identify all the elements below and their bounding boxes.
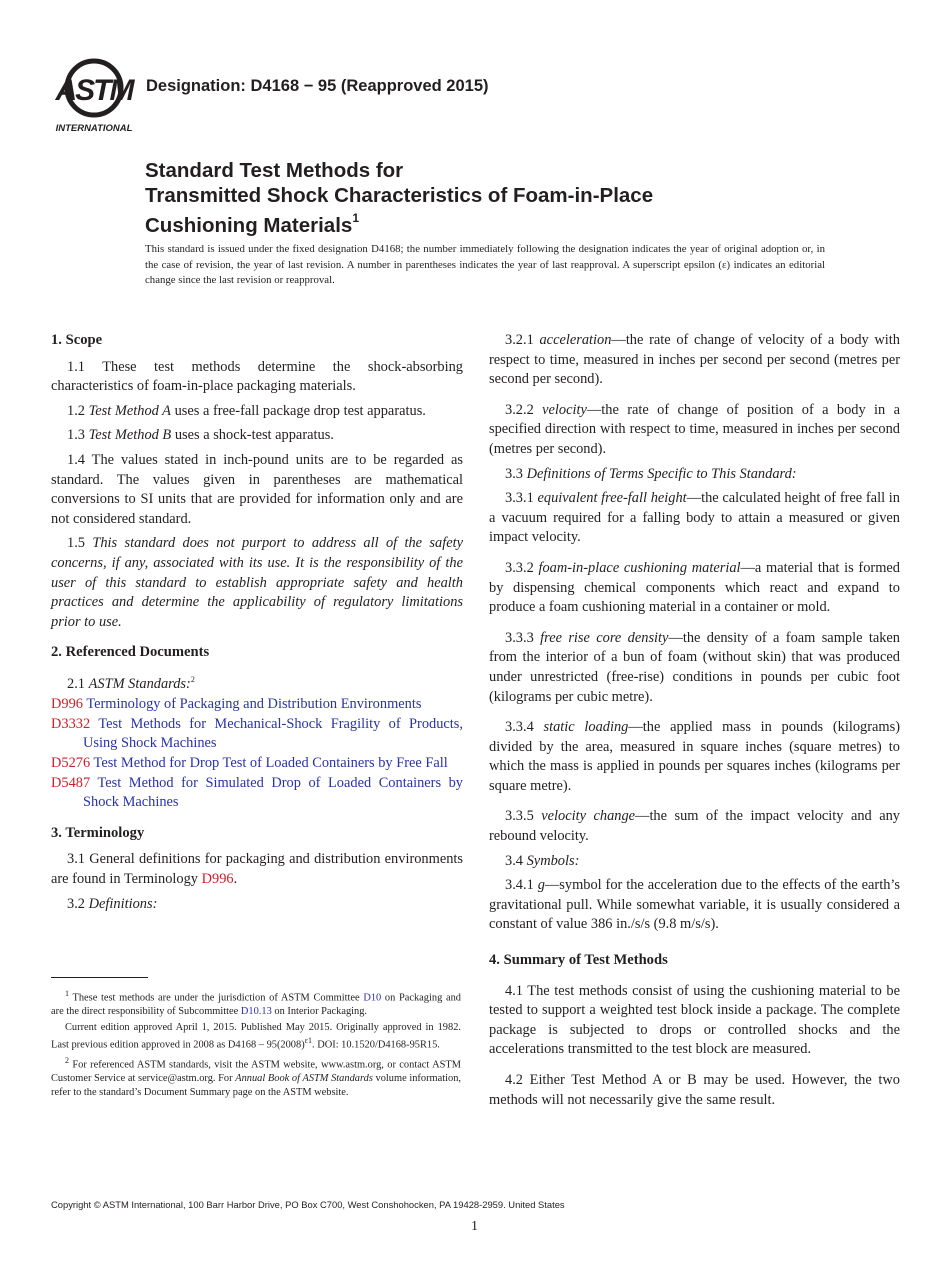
para-3-1: 3.1 General definitions for packaging and distribution environments are found in Terminology D996. <box>51 851 463 888</box>
para-3-2: 3.2 Definitions: <box>67 895 158 912</box>
para-4-1: 4.1 The test methods consist of using the cushioning material to be tested to support a weighted test block inside a package. The complete package is subjected to drops or controlled shocks and the accelerations transmitted to the test block are measured. <box>489 982 900 1058</box>
svg-text:INTERNATIONAL: INTERNATIONAL <box>55 123 133 134</box>
def-3-3-5: 3.3.5 velocity change—the sum of the impact velocity and any rebound velocity. <box>489 808 900 845</box>
section-scope-heading: 1. Scope <box>51 332 103 348</box>
para-4-2: 4.2 Either Test Method A or B may be used. However, the two methods will not necessarily give the same result. <box>489 1072 900 1108</box>
footnotes <box>51 987 461 1102</box>
reference-link-d996[interactable]: D996 <box>201 871 234 888</box>
page-number: 1 <box>471 1219 478 1234</box>
reference-item[interactable] <box>51 774 463 813</box>
section-referenced-heading: 2. Referenced Documents <box>51 644 210 661</box>
reference-title[interactable]: Terminology of Packaging and Distribution Environments <box>86 696 422 713</box>
document-title <box>145 158 653 238</box>
para-1-2: 1.2 Test Method A uses a free-fall package drop test apparatus. <box>67 402 426 419</box>
def-3-4-1: 3.4.1 g—symbol for the acceleration due to the effects of the earth’s gravitational pull. While somewhat variable, it is usually considered a constant of value 386 in./s/s (9.8 m/s/s). <box>489 877 901 933</box>
committee-link[interactable]: D10 <box>363 992 382 1004</box>
para-1-1: 1.1 These test methods determine the shock-absorbing characteristics of foam-in-place packaging materials. <box>51 358 463 395</box>
right-column <box>489 331 900 1115</box>
title-footnote-mark: 1 <box>352 211 359 225</box>
title-line-3: Cushioning Materials$^1$ <box>145 211 359 237</box>
def-3-2-1: 3.2.1 acceleration—the rate of change of velocity of a body with respect to time, measured in inches per second per second (metres per second per second). <box>489 332 900 388</box>
para-1-5: 1.5 This standard does not purport to address all of the safety concerns, if any, associated with its use. It is the responsibility of the user of this standard to establish appropriate safety and health practices and determine the applicability of regulatory limitations prior to use. <box>51 535 463 630</box>
def-3-3-2: 3.3.2 foam-in-place cushioning material—a material that is formed by dispensing chemical components which react and expand to produce a foam cushioning material in a container or mold. <box>489 559 900 616</box>
def-3-3-1: 3.3.1 equivalent free-fall height—the calculated height of free fall in a vacuum required for a falling body to attain a measured or given impact velocity. <box>489 490 900 546</box>
standard-notice: This standard is issued under the fixed designation D4168; the number immediately following the designation indicates the year of original adoption or, in the case of revision, the year of last revision. A number in parentheses indicates the year of last reapproval. A superscript epsilon (ε) indicates an editorial change since the last revision or reapproval. <box>145 243 825 286</box>
reference-item[interactable] <box>51 715 463 754</box>
reference-code[interactable]: D5276 <box>51 755 91 772</box>
title-line-1: Standard Test Methods for <box>145 159 404 182</box>
reference-code[interactable]: D996 <box>51 696 83 713</box>
reference-code[interactable]: D5487 <box>51 774 91 791</box>
astm-logo <box>52 58 136 134</box>
para-1-4: 1.4 The values stated in inch-pound units are to be regarded as standard. The values given in parentheses are mathematical conversions to SI units that are provided for information only and are not considered standard. <box>51 451 463 527</box>
footnote-1: $^1$ These test methods are under the jurisdiction of ASTM Committee D10 on Packaging and are the direct responsibility of Subcommittee D10.13 on Interior Packaging. <box>51 989 461 1018</box>
title-line-2: Transmitted Shock Characteristics of Foam-in-Place <box>145 184 654 207</box>
para-1-3: 1.3 Test Method B uses a shock-test apparatus. <box>67 427 334 444</box>
para-3-4: 3.4 Symbols: <box>505 852 580 869</box>
para-3-3: 3.3 Definitions of Terms Specific to This Standard: <box>505 465 797 482</box>
reference-list <box>51 695 463 813</box>
reference-item[interactable] <box>51 754 463 774</box>
footnote-2: $^2$ For referenced ASTM standards, visit the ASTM website, www.astm.org, or contact ASTM Customer Service at service@astm.org. For Annual Book of ASTM Standards volume information, refer to the standard’s Document Summary page on the ASTM website. <box>51 1056 461 1098</box>
section-terminology-heading: 3. Terminology <box>51 824 145 841</box>
def-3-3-4: 3.3.4 static loading—the applied mass in pounds (kilograms) divided by the area, measured in square inches (square metres) to which the mass is applied in pounds per squares inches (kilograms per square metre). <box>489 719 900 794</box>
reference-title[interactable]: Test Methods for Mechanical-Shock Fragility of Products, Using Shock Machines <box>83 715 463 752</box>
reference-title[interactable]: Test Method for Simulated Drop of Loaded Containers by Shock Machines <box>83 774 463 811</box>
def-3-3-3: 3.3.3 free rise core density—the density of a foam sample taken from the interior of a bun of foam (without skin) that was produced under unrestricted (free-rise) conditions in pounds per cubic foot (kilograms per cubic metre). <box>489 629 900 705</box>
copyright-line: Copyright © ASTM International, 100 Barr Harbor Drive, PO Box C700, West Conshohocken, PA 19428-2959. United States <box>51 1199 565 1210</box>
reference-item[interactable] <box>51 695 463 715</box>
footnote-1-edition: Current edition approved April 1, 2015. Published May 2015. Originally approved in 1982. Last previous edition approved in 2008 as $D4168 - 95(2008)^{\varepsilon 1}$. DOI: 10.1520/D4168-95R15. <box>51 1021 461 1051</box>
svg-text:ASTM: ASTM <box>55 74 133 107</box>
subcommittee-link[interactable]: D10.13 <box>240 1006 272 1018</box>
section-summary-heading: 4. Summary of Test Methods <box>489 952 668 969</box>
left-column <box>51 331 463 919</box>
reference-code[interactable]: D3332 <box>51 715 91 732</box>
designation: Designation: D4168 − 95 (Reapproved 2015) <box>146 77 489 95</box>
footnote-rule <box>51 977 148 978</box>
def-3-2-2: 3.2.2 velocity—the rate of change of position of a body in a specified direction with respect to time, measured in inches per second (metres per second). <box>489 401 900 457</box>
para-2-1: 2.1 ASTM Standards:$^2$ <box>67 674 195 692</box>
reference-title[interactable]: Test Method for Drop Test of Loaded Containers by Free Fall <box>93 755 448 772</box>
